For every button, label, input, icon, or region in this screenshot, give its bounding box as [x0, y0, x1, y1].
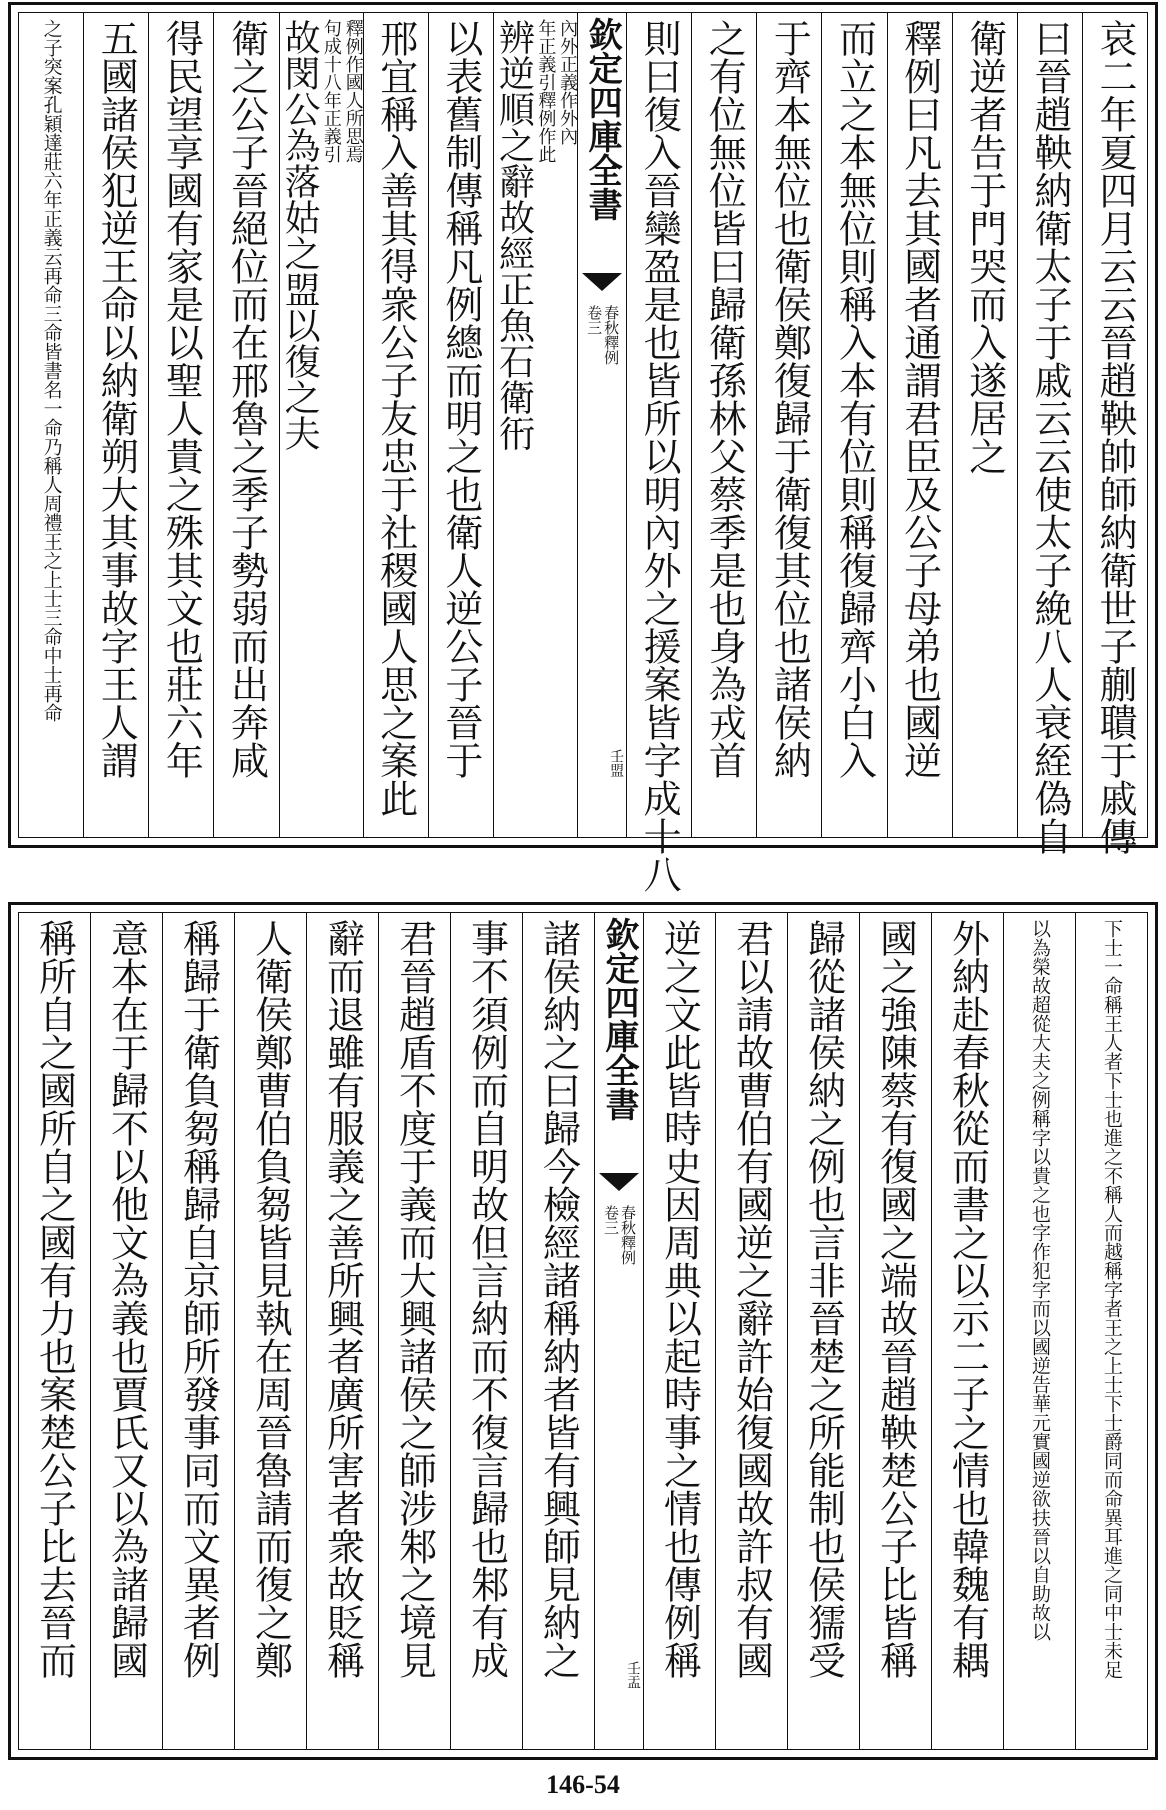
annotation-text: 句成十八年正義引: [320, 19, 342, 163]
column-text: 故閔公為落姑之盟以復之夫: [279, 19, 321, 451]
text-column: [859, 913, 931, 1749]
page-panel-top: [8, 2, 1158, 893]
leaf-number: 壬盟: [608, 749, 625, 777]
text-column: [306, 913, 378, 1749]
text-column: [643, 913, 715, 1749]
column-text: 之有位無位皆曰歸衛孫林父蔡季是也身為戎首: [702, 19, 747, 779]
column-text: 以表舊制傳稱凡例總而明之也衛人逆公子晉于: [438, 19, 483, 779]
column-text: 以為榮故超從大夫之例稱字以貴之也字作犯字而以國逆告華元實國逆欲扶晉以自助故以: [1029, 919, 1051, 1641]
text-column: [363, 13, 428, 837]
center-fold-column: [577, 13, 626, 837]
text-column: [952, 13, 1017, 837]
column-text: 曰晉趙鞅納衛太子于戚云云使太子絻八人衰絰偽自: [1027, 19, 1072, 855]
text-column: [19, 13, 83, 837]
page-panel-bottom: [8, 902, 1158, 1760]
text-column: [787, 913, 859, 1749]
text-column: [1082, 13, 1147, 855]
column-text: 君晉趙盾不度于義而大興諸侯之師涉邾之境見: [392, 919, 437, 1679]
text-column: [148, 13, 213, 837]
page-number: 146-54: [546, 1770, 620, 1799]
column-text: 人衛侯鄭曹伯負芻皆見執在周晉魯請而復之鄭: [248, 919, 293, 1679]
text-column: [162, 913, 234, 1749]
column-text: 五國諸侯犯逆王命以納衛朔大其事故字王人謂: [94, 19, 139, 779]
column-text: 辨逆順之辭故經正魚石衛衎: [493, 19, 535, 451]
fishtail-mark: [599, 1173, 639, 1191]
text-column-with-note: [279, 13, 363, 837]
text-column: [887, 13, 952, 837]
volume-text: 卷三: [602, 1205, 620, 1235]
text-column: [1017, 13, 1082, 855]
text-column: [83, 13, 148, 837]
volume-text: 卷三: [585, 305, 604, 335]
running-title: [578, 305, 626, 365]
column-text: 逆之文此皆時史因周典以起時事之情也傳例稱: [657, 919, 702, 1679]
text-column: [234, 913, 306, 1749]
running-title: [595, 1205, 643, 1265]
column-text: 事不須例而自明故但言納而不復言歸也邾有成: [464, 919, 509, 1679]
text-column: [213, 13, 278, 837]
column-text: 歸從諸侯納之例也言非晉楚之所能制也侯獳受: [801, 919, 846, 1679]
text-column: [1003, 913, 1075, 1749]
text-columns: [19, 913, 1147, 1749]
center-fold-column: [594, 913, 643, 1749]
column-text: 稱所自之國所自之國有力也案楚公子比去晉而: [32, 919, 77, 1679]
text-columns: [19, 13, 1147, 893]
column-text: 之子突案孔穎達莊六年正義云再命三命皆書名一命乃稱人周禮王之上士三命中士再命: [40, 19, 63, 722]
text-column: [19, 913, 90, 1749]
column-text: 于齊本無位也衛侯鄭復歸于衛復其位也諸侯納: [767, 19, 812, 779]
text-column: [931, 913, 1003, 1749]
text-column: [715, 913, 787, 1749]
text-column: [691, 13, 756, 837]
column-text: 釋例曰凡去其國者通謂君臣及公子母弟也國逆: [897, 19, 942, 779]
column-text: 意本在于歸不以他文為義也賈氏又以為諸歸國: [104, 919, 149, 1679]
annotation-text: 內外正義作外內: [557, 19, 579, 145]
running-title-text: 春秋釋例: [619, 1205, 637, 1265]
annotation-text: 釋例作國人所思焉: [342, 19, 364, 163]
annotation-text: 年正義引釋例作此: [535, 19, 557, 163]
text-column: [1075, 913, 1147, 1749]
fishtail-mark: [582, 273, 622, 291]
leaf-number: 壬盂: [625, 1661, 641, 1689]
column-text: 得民望享國有家是以聖人貴之殊其文也莊六年: [159, 19, 204, 779]
text-column-with-note: [493, 13, 577, 837]
text-column: [90, 913, 162, 1749]
text-column: [626, 13, 691, 893]
column-text: 諸侯納之曰歸今檢經諸稱納者皆有興師見納之: [536, 919, 581, 1679]
column-text: 稱歸于衛負芻稱歸自京師所發事同而文異者例: [176, 919, 221, 1679]
column-text: 辭而退雖有服義之善所興者廣所害者衆故貶稱: [320, 919, 365, 1679]
column-text: 外納赴春秋從而書之以示二子之情也韓魏有耦: [945, 919, 990, 1679]
text-column: [821, 13, 886, 837]
text-column: [450, 913, 522, 1749]
column-text: 則曰復入晉欒盈是也皆所以明內外之援案皆字成十八: [637, 19, 682, 893]
column-text: 下士一命稱王人者下士也進之不稱人而越稱字者王之上士下士爵同而命異耳進之同中士未足: [1101, 919, 1123, 1679]
column-text: 哀二年夏四月云云晉趙鞅帥師納衛世子蒯聵于戚傳: [1092, 19, 1137, 855]
book-title: 欽定四庫全書: [599, 917, 639, 1121]
text-column: [378, 913, 450, 1749]
column-text: 君以請故曹伯有國逆之辭許始復國故許叔有國: [729, 919, 774, 1679]
text-column: [428, 13, 493, 837]
column-text: 國之強陳蔡有復國之端故晉趙鞅楚公子比皆稱: [873, 919, 918, 1679]
text-column: [756, 13, 821, 837]
column-text: 衛逆者告于門哭而入遂居之: [962, 19, 1007, 475]
text-column: [522, 913, 594, 1749]
column-text: 衛之公子晉絕位而在邢魯之季子勢弱而出奔咸: [224, 19, 269, 779]
column-text: 而立之本無位則稱入本有位則稱復歸齊小白入: [832, 19, 877, 779]
column-text: 邢宜稱入善其得衆公子友忠于社稷國人思之案此: [373, 19, 418, 817]
book-title: 欽定四庫全書: [582, 17, 623, 221]
running-title-text: 春秋釋例: [602, 305, 621, 365]
